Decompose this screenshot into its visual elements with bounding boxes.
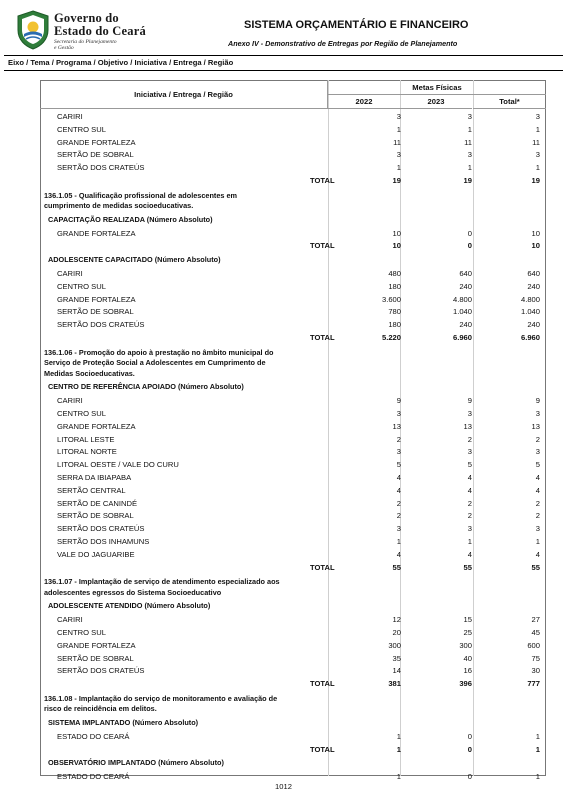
value-2023: 2: [467, 434, 472, 444]
table-row: [40, 407, 546, 420]
report-subtitle: Anexo IV - Demonstrativo de Entregas por Região de Planejamento: [228, 39, 458, 48]
value-2023: 0: [467, 731, 472, 741]
value-2022: 3: [396, 112, 401, 121]
breadcrumb: Eixo / Tema / Programa / Objetivo / Iniciativa / Entrega / Região: [8, 58, 234, 67]
value-total: 2: [535, 498, 540, 508]
region-name: GRANDE FORTALEZA: [57, 640, 136, 650]
value-2022: 55: [392, 562, 401, 572]
value-2022: 9: [396, 396, 401, 406]
value-2022: 2: [396, 511, 401, 521]
value-2022: 10: [392, 228, 401, 238]
total-label: TOTAL: [310, 679, 335, 689]
region-name: CARIRI: [57, 112, 83, 121]
region-name: LITORAL NORTE: [57, 447, 117, 457]
total-label: TOTAL: [310, 744, 335, 754]
value-total: 1: [535, 731, 540, 741]
initiative-title-line: 136.1.08 - Implantação do serviço de monitoramento e avaliação de: [44, 693, 278, 703]
value-2023: 0: [467, 772, 472, 782]
initiative-title-line: adolescentes egressos do Sistema Socioeducativo: [44, 587, 222, 597]
total-row: [40, 743, 546, 756]
table-row: [40, 394, 546, 407]
value-total: 1: [535, 536, 540, 546]
table-row: [40, 123, 546, 136]
column-header-2022: 2022: [328, 95, 400, 109]
table-row: [40, 730, 546, 743]
value-2023: 25: [463, 627, 472, 637]
region-name: GRANDE FORTALEZA: [57, 294, 136, 304]
table-row: [40, 484, 546, 497]
value-total: 777: [527, 679, 540, 689]
region-name: CENTRO SUL: [57, 281, 106, 291]
government-logo: [16, 10, 166, 52]
table-row: [40, 548, 546, 561]
value-2022: 1: [396, 744, 401, 754]
region-name: GRANDE FORTALEZA: [57, 421, 136, 431]
total-row: [40, 561, 546, 574]
initiative-title: [44, 577, 294, 598]
region-name: ESTADO DO CEARÁ: [57, 772, 130, 782]
initiative-title-line: cumprimento de medidas socioeducativas.: [44, 201, 194, 211]
total-label: TOTAL: [310, 241, 335, 251]
table-row: [40, 613, 546, 626]
value-2022: 3: [396, 524, 401, 534]
value-2023: 0: [467, 744, 472, 754]
logo-line-3: [54, 39, 117, 51]
region-name: CARIRI: [57, 269, 83, 278]
value-2022: 2: [396, 434, 401, 444]
value-total: 2: [535, 511, 540, 521]
table-row: [40, 420, 546, 433]
value-2023: 16: [463, 666, 472, 676]
value-2023: 3: [467, 150, 472, 160]
value-2022: 4: [396, 485, 401, 495]
initiative-title-line: Medidas Socioeducativas.: [44, 368, 135, 378]
table-row: [40, 471, 546, 484]
initiative-title: [44, 348, 294, 380]
value-total: 3: [535, 447, 540, 457]
logo-secretariat-2: e Gestão: [54, 45, 74, 51]
value-2023: 4: [467, 485, 472, 495]
initiative-title: [44, 694, 294, 715]
value-total: 1.040: [520, 307, 540, 317]
region-name: SERTÃO DE CANINDÉ: [57, 498, 138, 508]
value-2022: 3: [396, 408, 401, 418]
value-2023: 640: [459, 269, 472, 278]
value-2022: 5: [396, 460, 401, 470]
value-2022: 12: [392, 615, 401, 625]
value-2023: 3: [467, 447, 472, 457]
value-total: 55: [531, 562, 540, 572]
initiative-title-line: Serviço de Proteção Social a Adolescentes em Cumprimento de: [44, 358, 266, 368]
value-total: 6.960: [520, 333, 540, 342]
page-header: [0, 0, 567, 56]
region-name: SERTÃO DE SOBRAL: [57, 150, 134, 160]
total-row: [40, 174, 546, 187]
value-2022: 1: [396, 536, 401, 546]
value-total: 75: [531, 653, 540, 663]
value-2022: 300: [388, 640, 401, 650]
value-total: 240: [527, 320, 540, 330]
table-row: [40, 433, 546, 446]
value-2023: 1.040: [452, 307, 472, 317]
region-name: VALE DO JAGUARIBE: [57, 549, 135, 559]
column-header-2023: 2023: [400, 95, 472, 109]
value-2023: 15: [463, 615, 472, 625]
table-row: [40, 639, 546, 652]
header-divider: [4, 55, 563, 56]
value-total: 600: [527, 640, 540, 650]
value-2023: 2: [467, 511, 472, 521]
value-total: 5: [535, 460, 540, 470]
region-name: SERTÃO DOS CRATEÚS: [57, 163, 145, 173]
value-2023: 240: [459, 281, 472, 291]
value-total: 1: [535, 124, 540, 134]
region-name: SERTÃO DOS CRATEÚS: [57, 524, 145, 534]
table-row: [40, 318, 546, 331]
logo-secretariat: Secretaria do Planejamento: [54, 39, 117, 45]
meta-heading: CENTRO DE REFERÊNCIA APOIADO (Número Absoluto): [48, 382, 244, 392]
value-total: 3: [535, 112, 540, 121]
value-total: 4: [535, 549, 540, 559]
value-2022: 11: [393, 137, 401, 147]
value-2023: 9: [467, 396, 472, 406]
region-name: SERTÃO DE SOBRAL: [57, 307, 134, 317]
value-total: 240: [527, 281, 540, 291]
table-row: [40, 161, 546, 174]
region-name: CARIRI: [57, 615, 83, 625]
total-label: TOTAL: [310, 333, 335, 342]
initiative-title-line: 136.1.05 - Qualificação profissional de adolescentes em: [44, 190, 238, 200]
value-2023: 3: [467, 524, 472, 534]
table-row: [40, 458, 546, 471]
value-2023: 1: [467, 163, 472, 173]
value-2023: 4.800: [452, 294, 472, 304]
value-total: 13: [531, 421, 540, 431]
value-total: 3: [535, 408, 540, 418]
value-2023: 11: [464, 137, 472, 147]
initiative-title: [44, 191, 294, 212]
initiative-title-line: 136.1.07 - Implantação de serviço de atendimento especializado aos: [44, 577, 280, 587]
region-name: CENTRO SUL: [57, 408, 106, 418]
region-name: GRANDE FORTALEZA: [57, 137, 136, 147]
column-header-total: Total*: [473, 95, 546, 109]
value-2022: 780: [388, 307, 401, 317]
value-2022: 20: [392, 627, 401, 637]
value-total: 640: [527, 269, 540, 278]
value-total: 9: [535, 396, 540, 406]
value-total: 10: [531, 241, 540, 251]
value-2022: 4: [396, 472, 401, 482]
initiative-title-line: risco de reincidência em delitos.: [44, 704, 157, 714]
value-2022: 19: [392, 176, 401, 185]
table-row: [40, 227, 546, 240]
value-total: 10: [531, 228, 540, 238]
value-total: 4.800: [520, 294, 540, 304]
table-row: [40, 522, 546, 535]
value-2023: 396: [459, 679, 472, 689]
value-2023: 5: [467, 460, 472, 470]
meta-heading: OBSERVATÓRIO IMPLANTADO (Número Absoluto): [48, 758, 224, 768]
value-2022: 3: [396, 150, 401, 160]
region-name: CENTRO SUL: [57, 627, 106, 637]
state-seal-icon: [16, 10, 50, 50]
value-2023: 1: [467, 124, 472, 134]
value-2022: 35: [392, 653, 401, 663]
region-name: CARIRI: [57, 396, 83, 406]
value-2023: 3: [467, 112, 472, 121]
region-name: SERTÃO DE SOBRAL: [57, 653, 134, 663]
value-2022: 180: [388, 281, 401, 291]
logo-line-1: Governo do: [54, 11, 119, 25]
value-2022: 1: [396, 163, 401, 173]
meta-heading: SISTEMA IMPLANTADO (Número Absoluto): [48, 717, 199, 727]
meta-heading: ADOLESCENTE CAPACITADO (Número Absoluto): [48, 255, 221, 265]
value-total: 1: [535, 744, 540, 754]
table-row: [40, 110, 546, 123]
value-2022: 5.220: [381, 333, 401, 342]
breadcrumb-divider: [4, 70, 563, 71]
value-2022: 480: [388, 269, 401, 278]
value-total: 2: [535, 434, 540, 444]
value-total: 11: [532, 137, 540, 147]
table-row: [40, 664, 546, 677]
value-2022: 14: [392, 666, 401, 676]
value-total: 30: [531, 666, 540, 676]
region-name: GRANDE FORTALEZA: [57, 228, 136, 238]
value-total: 27: [531, 615, 540, 625]
region-name: SERTÃO CENTRAL: [57, 485, 126, 495]
table-row: [40, 497, 546, 510]
region-name: ESTADO DO CEARÁ: [57, 731, 130, 741]
table-row: [40, 280, 546, 293]
region-name: SERTÃO DOS INHAMUNS: [57, 536, 150, 546]
table-row: [40, 267, 546, 280]
value-total: 1: [535, 772, 540, 782]
value-total: 1: [535, 163, 540, 173]
table-row: [40, 148, 546, 161]
value-2022: 180: [388, 320, 401, 330]
table-row: [40, 136, 546, 149]
table-row: [40, 445, 546, 458]
total-row: [40, 677, 546, 690]
system-title: SISTEMA ORÇAMENTÁRIO E FINANCEIRO: [244, 19, 469, 31]
total-row: [40, 331, 546, 344]
value-2023: 1: [467, 536, 472, 546]
value-2022: 1: [396, 772, 401, 782]
table-row: [40, 509, 546, 522]
value-2022: 4: [396, 549, 401, 559]
value-2023: 0: [467, 228, 472, 238]
value-2022: 381: [388, 679, 401, 689]
value-2023: 6.960: [452, 333, 472, 342]
value-2023: 55: [463, 562, 472, 572]
page-number: 1012: [275, 782, 292, 791]
value-2022: 13: [392, 421, 401, 431]
region-name: SERTÃO DOS CRATEÚS: [57, 320, 145, 330]
value-2022: 1: [396, 124, 401, 134]
region-name: SERTÃO DOS CRATEÚS: [57, 666, 145, 676]
region-name: LITORAL LESTE: [57, 434, 115, 444]
region-name: SERRA DA IBIAPABA: [57, 472, 132, 482]
value-2022: 10: [392, 241, 401, 251]
value-2022: 3.600: [381, 294, 401, 304]
logo-line-2: Estado do Ceará: [54, 24, 146, 38]
value-2023: 240: [459, 320, 472, 330]
value-total: 45: [531, 627, 540, 637]
table-row: [40, 305, 546, 318]
value-2023: 0: [467, 241, 472, 251]
total-label: TOTAL: [310, 562, 335, 572]
value-2023: 4: [467, 549, 472, 559]
value-2023: 4: [467, 472, 472, 482]
meta-heading: CAPACITAÇÃO REALIZADA (Número Absoluto): [48, 214, 213, 224]
region-name: SERTÃO DE SOBRAL: [57, 511, 134, 521]
value-total: 19: [531, 176, 540, 185]
value-2023: 40: [463, 653, 472, 663]
value-2023: 300: [459, 640, 472, 650]
initiative-title-line: 136.1.06 - Promoção do apoio à prestação no âmbito municipal do: [44, 347, 274, 357]
total-row: [40, 239, 546, 252]
column-header-metas: Metas Físicas: [328, 80, 546, 95]
table-row: [40, 652, 546, 665]
value-2022: 2: [396, 498, 401, 508]
value-2022: 3: [396, 447, 401, 457]
value-2023: 3: [467, 408, 472, 418]
value-2023: 19: [463, 176, 472, 185]
column-header-label: Iniciativa / Entrega / Região: [40, 80, 328, 109]
value-total: 3: [535, 524, 540, 534]
value-2023: 13: [463, 421, 472, 431]
region-name: CENTRO SUL: [57, 124, 106, 134]
value-total: 4: [535, 485, 540, 495]
meta-heading: ADOLESCENTE ATENDIDO (Número Absoluto): [48, 601, 211, 611]
value-total: 4: [535, 472, 540, 482]
region-name: LITORAL OESTE / VALE DO CURU: [57, 460, 179, 470]
table-row: [40, 626, 546, 639]
table-row: [40, 535, 546, 548]
value-total: 3: [535, 150, 540, 160]
value-2022: 1: [396, 731, 401, 741]
total-label: TOTAL: [310, 176, 335, 185]
value-2023: 2: [467, 498, 472, 508]
table-row: [40, 293, 546, 306]
